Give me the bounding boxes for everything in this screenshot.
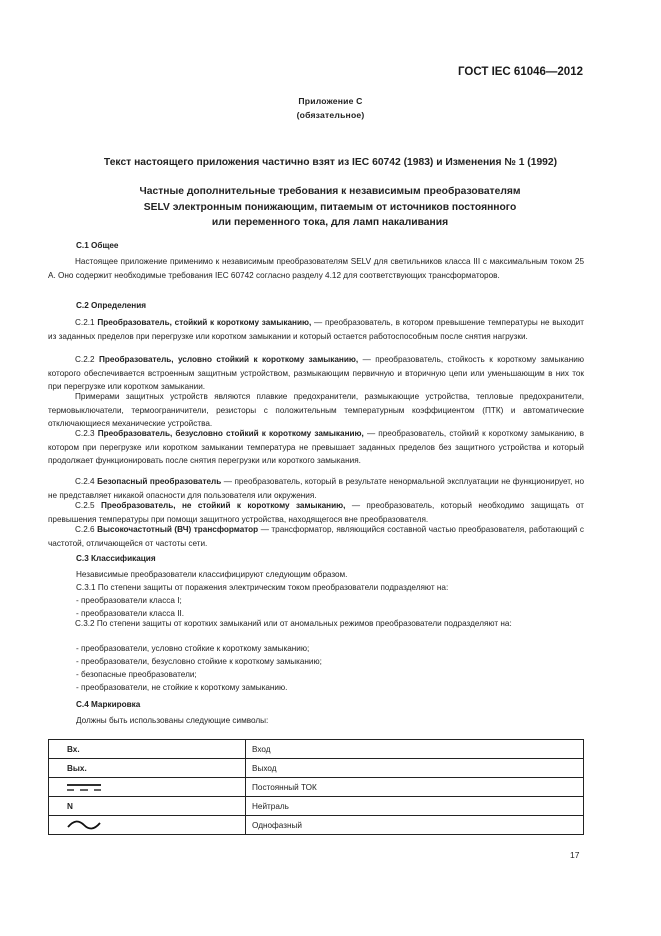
main-heading: Текст настоящего приложения частично взят из IEC 60742 (1983) и Изменения № 1 (1992) xyxy=(103,157,558,168)
list-item: - преобразователи, не стойкие к короткому замыканию. xyxy=(76,683,288,692)
annex-status: (обязательное) xyxy=(296,110,365,120)
standard-code: ГОСТ IEC 61046—2012 xyxy=(458,66,583,78)
section-heading-c4: С.4 Маркировка xyxy=(76,700,141,709)
list-item: - преобразователи, безусловно стойкие к короткому замыканию; xyxy=(76,657,322,666)
symbol-cell: Вых. xyxy=(49,759,246,778)
clause-number: С.2.6 xyxy=(75,525,95,534)
list-item: - безопасные преобразователи; xyxy=(76,670,197,679)
section-c1-text xyxy=(48,255,584,282)
clause-c31: С.3.1 По степени защиты от поражения электрическим током преобразователи подразделяют на: xyxy=(76,583,449,592)
ac-symbol-icon xyxy=(67,820,101,830)
symbols-table xyxy=(48,739,584,835)
annex-title: Приложение С xyxy=(298,96,363,106)
term: Преобразователь, не стойкий к короткому замыканию, xyxy=(100,501,346,510)
dc-symbol-icon xyxy=(67,783,101,792)
clause-number: С.2.4 xyxy=(75,477,95,486)
list-item: - преобразователи класса I; xyxy=(76,596,182,605)
table-row xyxy=(49,740,584,759)
symbol-cell: N xyxy=(49,797,246,816)
definition-c26 xyxy=(48,523,584,550)
clause-number: С.2.5 xyxy=(75,501,95,510)
definition-text: — преобразователь, стойкий к короткому замыканию, в котором при перегрузке или коротком замыкании температура не превышает заданных пределов без защитного устройства и который продолжает функционировать после снятия перегрузки или короткого замыкания. xyxy=(48,429,585,466)
list-item: - преобразователи класса II. xyxy=(76,609,185,618)
table-row xyxy=(49,797,584,816)
term: Безопасный преобразователь xyxy=(97,477,222,486)
meaning-cell: Выход xyxy=(246,759,584,778)
sub-heading-line: SELV электронным понижающим, питаемым от источников постоянного xyxy=(143,201,517,213)
symbol-cell xyxy=(49,816,246,835)
meaning-cell: Однофазный xyxy=(246,816,584,835)
term: Преобразователь, условно стойкий к короткому замыканию, xyxy=(99,355,359,364)
definition-text: — преобразователь, стойкость к короткому замыканию которого обеспечивается встроенным защитным устройством, размыкающим первичную и вторичную цепи или уменьшающим в них ток при перегрузке или коротком замыкании. xyxy=(48,355,584,392)
marking-intro: Должны быть использованы следующие символы: xyxy=(76,716,269,725)
table-row xyxy=(49,816,584,835)
definition-c23 xyxy=(48,427,584,468)
definition-text: — преобразователь, в котором превышение температуры не выходит из заданных пределов при перегрузке или коротком замыкании и который остается работоспособным после снятия нагрузки. xyxy=(48,318,584,341)
definition-text: — преобразователь, который необходимо защищать от превышения температуры при помощи защитного устройства, находящегося вне преобразователя. xyxy=(48,501,585,524)
definition-text: — трансформатор, являющийся составной частью преобразователя, работающий с частотой, отличающейся от частоты сети. xyxy=(48,525,584,548)
para-text: Настоящее приложение применимо к независимым преобразователям SELV для светильников класса III с максимальным током 25 А. Оно содержит необходимые требования IEC 60742 согласно разделу 4.12 для соответствующих трансформаторов. xyxy=(48,257,584,280)
term: Высокочастотный (ВЧ) трансформатор xyxy=(97,525,259,534)
clause-c32 xyxy=(48,617,584,631)
section-heading-c1: С.1 Общее xyxy=(76,241,119,250)
list-item: - преобразователи, условно стойкие к короткому замыканию; xyxy=(76,644,310,653)
definition-c22 xyxy=(48,353,584,394)
section-heading-c3: С.3 Классификация xyxy=(76,554,156,563)
definition-c21 xyxy=(48,316,584,343)
clause-number: С.2.3 xyxy=(75,429,95,438)
meaning-cell: Вход xyxy=(246,740,584,759)
classification-intro: Независимые преобразователи классифицируют следующим образом. xyxy=(76,570,348,579)
clause-number: С.2.2 xyxy=(75,355,95,364)
sub-heading-line: или переменного тока, для ламп накаливания xyxy=(211,217,449,228)
section-heading-c2: С.2 Определения xyxy=(76,301,147,310)
sub-heading-line: Частные дополнительные требования к независимым преобразователям xyxy=(139,186,521,197)
definition-text: — преобразователь, который в результате ненормальной эксплуатации не функционирует, но не представляет никакой опасности для пользователя или окружения. xyxy=(48,477,584,500)
page-number: 17 xyxy=(570,850,580,860)
para-text: Примерами защитных устройств являются плавкие предохранители, размыкающие устройства, тепловые предохранители, термовыключатели, термоограничители, резисторы с положительным температурным коэффициентом (ПТК) и автоматические отключающиеся механические устройства. xyxy=(48,392,584,429)
sub-heading xyxy=(60,184,600,231)
table-row xyxy=(49,778,584,797)
definition-note xyxy=(48,390,584,431)
symbol-cell: Вх. xyxy=(49,740,246,759)
term: Преобразователь, стойкий к короткому замыканию, xyxy=(97,318,312,327)
para-text: С.3.2 По степени защиты от коротких замыканий или от аномальных режимов преобразователи подразделяют на: xyxy=(75,619,512,628)
table-row xyxy=(49,759,584,778)
meaning-cell: Нейтраль xyxy=(246,797,584,816)
clause-number: С.2.1 xyxy=(75,318,95,327)
meaning-cell: Постоянный ТОК xyxy=(246,778,584,797)
symbol-cell xyxy=(49,778,246,797)
term: Преобразователь, безусловно стойкий к короткому замыканию, xyxy=(97,429,364,438)
